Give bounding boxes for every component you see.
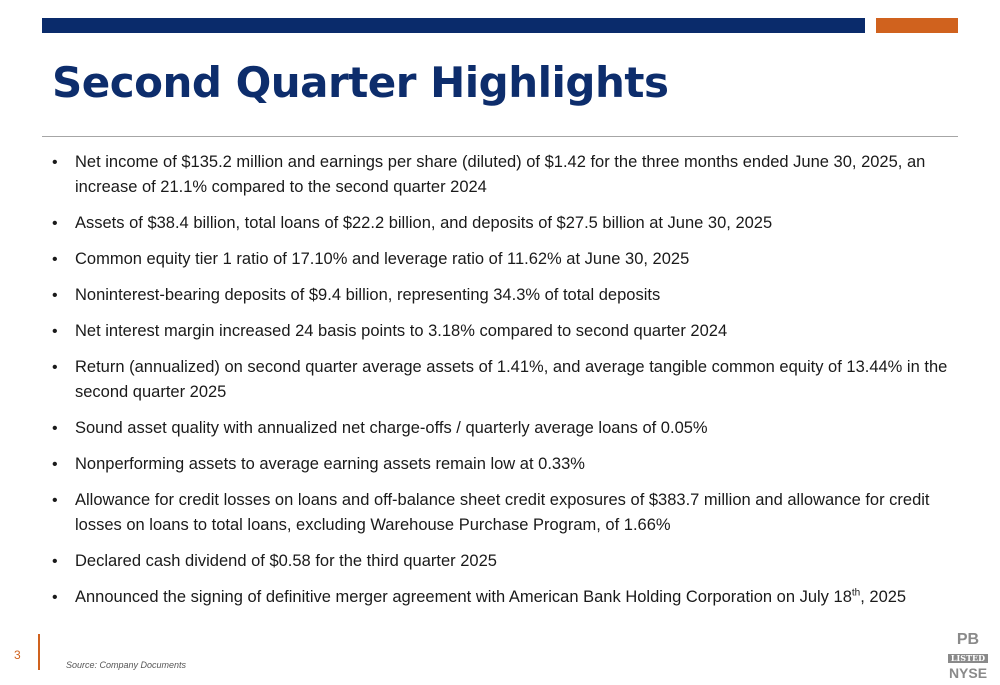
bullet-dot-icon: • xyxy=(52,287,58,304)
bullet-text: Common equity tier 1 ratio of 17.10% and leverage ratio of 11.62% at June 30, 2025 xyxy=(75,250,690,268)
bullet-text: Allowance for credit losses on loans and off-balance sheet credit exposures of $383.7 million and allowance for credit losses on loans to total loans, excluding Warehouse Purchase Program, of 1.66% xyxy=(75,491,930,534)
logo-listed: LISTED xyxy=(948,654,988,663)
bullet-item xyxy=(52,150,962,200)
bullet-item xyxy=(52,355,962,405)
bullet-text: Net income of $135.2 million and earnings per share (diluted) of $1.42 for the three months ended June 30, 2025, an increase of 21.1% compared to the second quarter 2024 xyxy=(75,153,926,196)
bullet-text-main: Announced the signing of definitive merger agreement with American Bank Holding Corporation on July 18 xyxy=(75,588,852,606)
title-divider xyxy=(42,136,958,137)
bullet-dot-icon: • xyxy=(52,251,58,268)
logo-exchange: NYSE xyxy=(948,665,988,681)
nyse-listed-logo xyxy=(944,631,992,681)
bullet-text: Net interest margin increased 24 basis points to 3.18% compared to second quarter 2024 xyxy=(75,322,728,340)
logo-ticker: PB xyxy=(956,631,980,648)
bullet-text: Return (annualized) on second quarter average assets of 1.41%, and average tangible common equity of 13.44% in the second quarter 2025 xyxy=(75,358,948,401)
bullet-text-tail: , 2025 xyxy=(860,588,907,606)
footer-divider xyxy=(38,634,40,670)
bullet-dot-icon: • xyxy=(52,154,58,171)
bullet-item xyxy=(52,488,962,538)
bullet-text: Noninterest-bearing deposits of $9.4 billion, representing 34.3% of total deposits xyxy=(75,286,661,304)
bullet-text xyxy=(75,588,906,606)
header-bar-orange xyxy=(876,18,958,33)
page-number: 3 xyxy=(14,648,21,662)
highlights-list xyxy=(52,150,962,621)
ordinal-suffix: th xyxy=(851,587,861,599)
source-note: Source: Company Documents xyxy=(66,660,187,670)
bullet-item xyxy=(52,211,962,236)
bullet-item xyxy=(52,283,962,308)
header-bar-blue xyxy=(42,18,865,33)
bullet-text: Nonperforming assets to average earning assets remain low at 0.33% xyxy=(75,455,585,473)
bullet-dot-icon: • xyxy=(52,456,58,473)
bullet-dot-icon: • xyxy=(52,420,58,437)
bullet-dot-icon: • xyxy=(52,215,58,232)
bullet-item xyxy=(52,452,962,477)
bullet-item xyxy=(52,585,962,610)
page-title: Second Quarter Highlights xyxy=(52,58,669,107)
bullet-item xyxy=(52,549,962,574)
bullet-item xyxy=(52,247,962,272)
bullet-text: Sound asset quality with annualized net charge-offs / quarterly average loans of 0.05% xyxy=(75,419,708,437)
bullet-dot-icon: • xyxy=(52,553,58,570)
bullet-dot-icon: • xyxy=(52,359,58,376)
bullet-dot-icon: • xyxy=(52,323,58,340)
bullet-text: Declared cash dividend of $0.58 for the third quarter 2025 xyxy=(75,552,497,570)
bullet-dot-icon: • xyxy=(52,589,58,606)
bullet-item xyxy=(52,416,962,441)
bullet-text: Assets of $38.4 billion, total loans of $22.2 billion, and deposits of $27.5 billion at June 30, 2025 xyxy=(75,214,773,232)
bullet-dot-icon: • xyxy=(52,492,58,509)
bullet-item xyxy=(52,319,962,344)
